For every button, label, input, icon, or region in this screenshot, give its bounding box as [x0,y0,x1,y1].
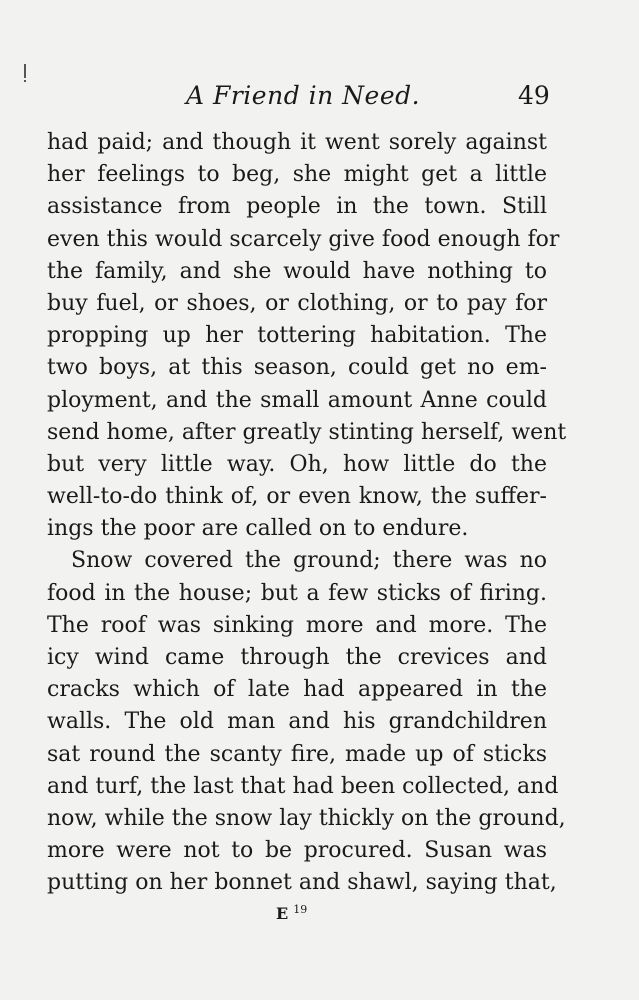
text-line: ings the poor are called on to endure. [47,516,469,542]
text-line: sat round the scanty fire, made up of sticks [47,741,547,767]
text-line: more were not to be procured. Susan was [47,838,547,864]
margin-mark [24,64,26,78]
body-text [47,127,567,900]
running-header [0,78,639,118]
text-line: well-to-do think of, or even know, the suffer- [47,484,547,510]
text-line: The roof was sinking more and more. The [47,612,547,638]
text-line: buy fuel, or shoes, or clothing, or to pay for [47,290,547,316]
text-line: but very little way. Oh, how little do the [47,451,547,477]
text-line: the family, and she would have nothing to [47,258,547,284]
text-line: two boys, at this season, could get no em- [47,355,547,381]
text-line: send home, after greatly stinting herself, went [47,419,567,445]
text-line: and turf, the last that had been collected, and [47,773,559,799]
text-line: ployment, and the small amount Anne could [47,387,547,413]
text-line: propping up her tottering habitation. The [47,323,547,349]
text-line: her feelings to beg, she might get a little [47,162,547,188]
text-line: icy wind came through the crevices and [47,645,547,670]
page-number: 49 [518,81,550,110]
text-line: had paid; and though it went sorely against [47,130,547,155]
text-line: food in the house; but a few sticks of firing. [47,580,547,606]
text-line: cracks which of late had appeared in the [47,677,547,703]
text-line: assistance from people in the town. Still [47,194,547,220]
paragraph-first-line: Snow covered the ground; there was no [71,548,547,574]
text-line: walls. The old man and his grandchildren [47,709,547,735]
running-title: A Friend in Need. [186,81,421,110]
text-line: even this would scarcely give food enough for [47,226,560,252]
text-line: putting on her bonnet and shawl, saying that, [47,870,557,896]
signature-letter: E [276,904,290,923]
signature-mark [276,898,307,926]
text-line: now, while the snow lay thickly on the ground, [47,805,566,831]
signature-number: 19 [293,903,308,916]
